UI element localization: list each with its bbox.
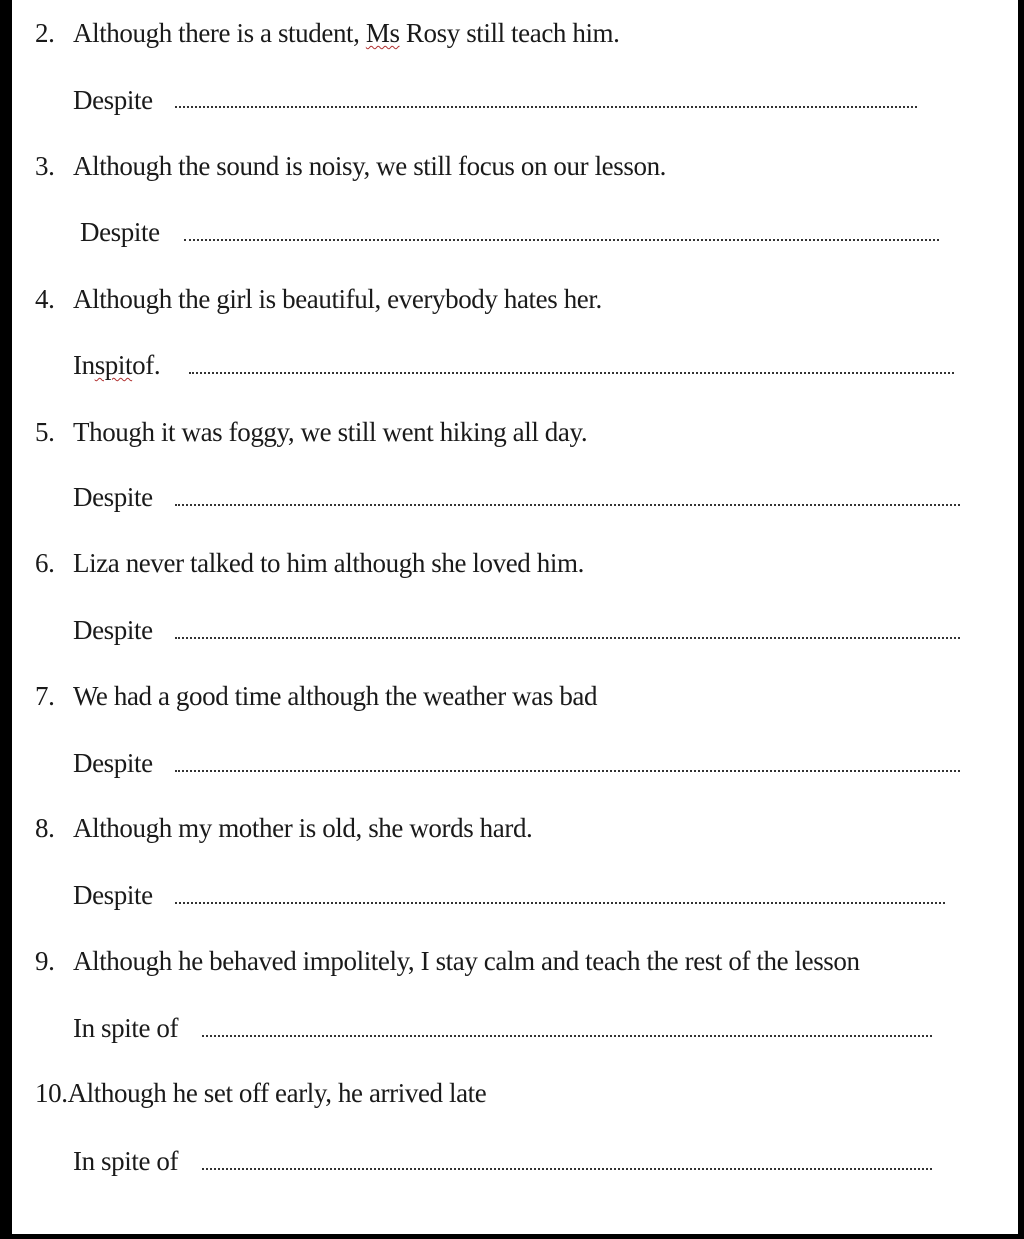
exercise-number: 7. [35,681,55,711]
exercise-number: 5. [35,417,55,447]
answer-line[interactable] [202,1035,932,1037]
exercise-8-prompt: Despite [73,880,153,910]
answer-line[interactable] [175,902,945,904]
exercise-2-prompt: Despite [73,85,153,115]
exercise-7-prompt: Despite [73,748,153,778]
exercise-9-sentence: 9. Although he behaved impolitely, I stay calm and teach the rest of the lesson [35,946,860,976]
answer-line[interactable] [175,504,960,506]
exercise-6-sentence: 6. Liza never talked to him although she loved him. [35,548,584,578]
exercise-5-sentence: 5. Though it was foggy, we still went hiking all day. [35,417,588,447]
exercise-10-sentence: 10.Although he set off early, he arrived late [35,1078,487,1108]
spellcheck-flag: Ms [365,18,400,48]
spellcheck-flag: spit [94,350,133,380]
exercise-3-prompt: Despite [80,217,160,247]
exercise-number: 2. [35,18,55,48]
worksheet-page [12,0,1018,1234]
answer-line[interactable] [184,239,939,241]
exercise-4-prompt: In spit of. [73,350,161,380]
answer-line[interactable] [202,1168,932,1170]
exercise-10-prompt: In spite of [73,1146,179,1176]
exercise-4-sentence: 4. Although the girl is beautiful, everybody hates her. [35,284,602,314]
exercise-number: 4. [35,284,55,314]
exercise-5-prompt: Despite [73,482,153,512]
answer-line[interactable] [175,106,917,108]
exercise-8-sentence: 8. Although my mother is old, she words hard. [35,813,533,843]
exercise-number: 8. [35,813,55,843]
exercise-number: 10. [35,1078,68,1108]
exercise-number: 6. [35,548,55,578]
exercise-7-sentence: 7. We had a good time although the weather was bad [35,681,598,711]
exercise-2-sentence: 2. Although there is a student, Ms Rosy still teach him. [35,18,620,48]
exercise-number: 3. [35,151,55,181]
answer-line[interactable] [189,372,954,374]
answer-line[interactable] [175,637,960,639]
exercise-3-sentence: 3. Although the sound is noisy, we still focus on our lesson. [35,151,667,181]
exercise-number: 9. [35,946,55,976]
exercise-6-prompt: Despite [73,615,153,645]
answer-line[interactable] [175,770,960,772]
exercise-9-prompt: In spite of [73,1013,179,1043]
